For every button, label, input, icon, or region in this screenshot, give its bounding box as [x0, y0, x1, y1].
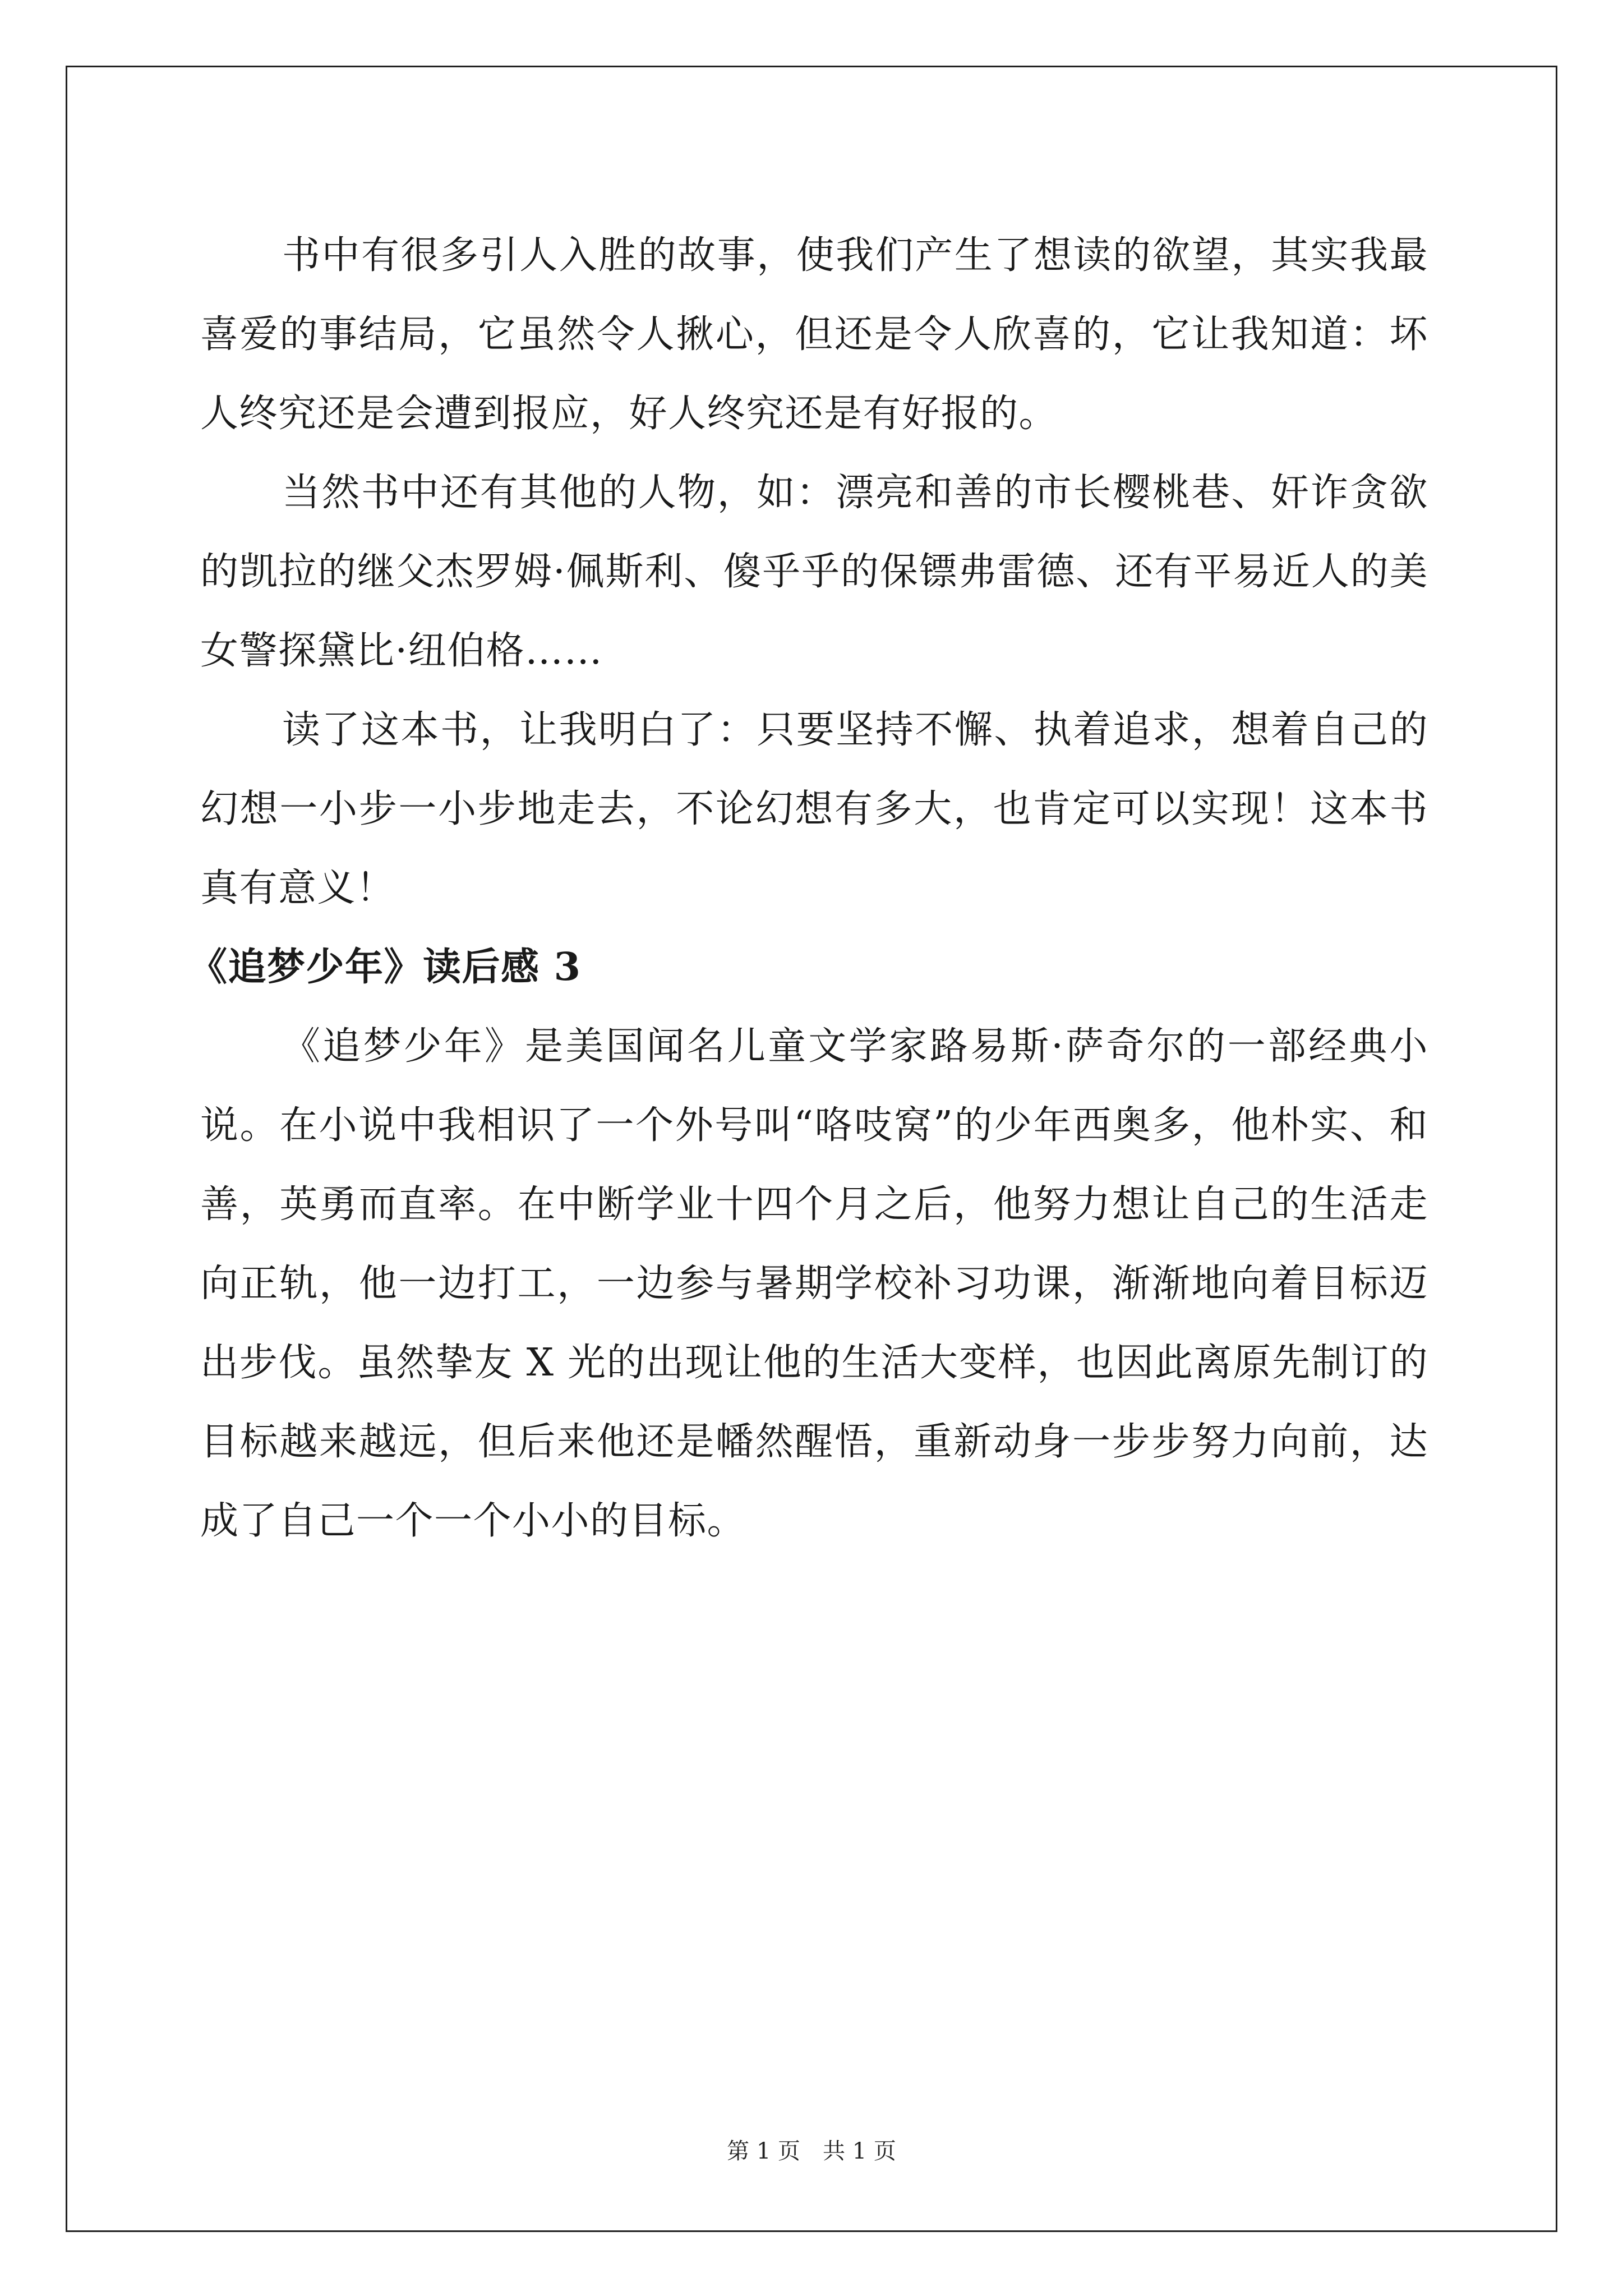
paragraph-favorite-ending: 书中有很多引人入胜的故事，使我们产生了想读的欲望，其实我最喜爱的事结局，它虽然令人揪心，但还是令人欣喜的，它让我知道：坏人终究还是会遭到报应，好人终究还是有好报的。	[200, 233, 1428, 436]
paragraph-summary: 《追梦少年》是美国闻名儿童文学家路易斯·萨奇尔的一部经典小说。在小说中我相识了一个外号叫“咯吱窝”的少年西奥多，他朴实、和善，英勇而直率。在中断学业十四个月之后，他努力想让自己的生活走向正轨，他一边打工，一边参与暑期学校补习功课，渐渐地向着目标迈出步伐。虽然挚友 X 光的出现让他的生活大变样，也因此离原先制订的目标越来越远，但后来他还是幡然醒悟，重新动身一步步努力向前，达成了自己一个一个小小的目标。	[200, 1024, 1428, 1543]
page-number: 第 1 页	[727, 2138, 800, 2164]
paragraph-other-characters: 当然书中还有其他的人物，如：漂亮和善的市长樱桃巷、奸诈贪欲的凯拉的继父杰罗姆·佩斯利、傻乎乎的保镖弗雷德、还有平易近人的美女警探黛比·纽伯格……	[200, 471, 1428, 673]
page-total: 共 1 页	[823, 2138, 896, 2164]
page-footer	[0, 2137, 1623, 2165]
document-body	[189, 216, 1428, 1561]
paragraph-lesson: 读了这本书，让我明白了：只要坚持不懈、执着追求，想着自己的幻想一小步一小步地走去，不论幻想有多大，也肯定可以实现！这本书真有意义！	[200, 708, 1428, 910]
section-title: 《追梦少年》读后感 3	[189, 945, 582, 990]
